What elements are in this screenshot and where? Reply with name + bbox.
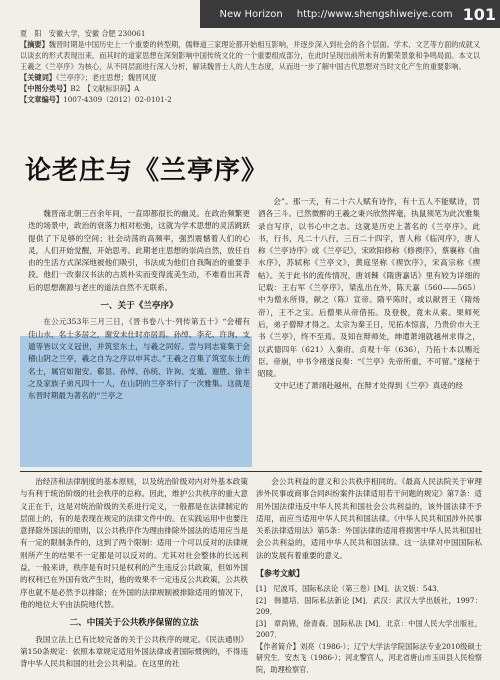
journal-header (200, 0, 500, 28)
journal-name: New Horizon (219, 8, 283, 20)
page-number: 101 (462, 4, 496, 24)
article-id-label: 【文章编号】 (20, 95, 64, 104)
keywords-text: 《兰亭序》；老庄思想；魏晋风度 (55, 73, 157, 82)
author-line: 夏 阳 安徽大学，安徽 合肥 230061 (20, 29, 146, 38)
bottom-right-column (256, 476, 482, 675)
abstract-label: 【摘要】 (20, 40, 49, 49)
law-paragraph: 治经济和法律制度的基本原则，以及统治阶级对内对外基本政策与有利于统治阶级的社会秩序的总称。因此，维护公共秩序的重大意义正在于，这是对统治阶级的关系进行定义，一般都是在法律制定的层面上的，有的是表现在规定的法律文件中的。在实践运用中也要注意择除外国法的原则，以公共秩序作为理由排除外国法的适用应当是有一定的限制条件的，这到了两个限制：适用一个可以反对的法律规则所产生的结果不一定都是可以反对的。尤其对社会整体的长远利益，一般来讲，秩序是有时只是权利的产生违反公共政策，但如外国的权利已在外国有效产生时，他的效果不一定违反公共政策，公共秩序也就不是必然予以排除；在外国的法律规制被排除适用的情况下，他的地位大平由法院地代替。 (20, 477, 248, 609)
left-column (28, 208, 250, 402)
reference-3: [3] 章尚锦，徐青森．国际私法 [M]．北京：中国人民大学出版社，2007． (256, 618, 482, 640)
section2-title: 二、中国关于公共秩序保留的立法 (69, 618, 199, 629)
journal-url[interactable]: http://www.shengshiweiye.com (296, 8, 453, 20)
column-divider (20, 471, 482, 472)
intro-paragraph: 魏晋南北朝三百余年间，一直即都很长的幽灵。在政治频繁更迭的场景中，政治的衰落力相对松弛，这就为学术思想的灵活跳跃提供了下足够的空间；社会动荡的高频率，强烈震憾着人们的心灵，人们开始觉醒，开始思考。此期老庄思想的崇尚自然，放任自由的生活方式深深地被他们吸引，书法成为他们自我陶冶的重要手段。他们一改秦汉书法的古质朴实而变得流美生动，不难看出其背后的思想潮源与老庄的道法自然不无联系。 (28, 209, 250, 292)
keywords (20, 72, 482, 83)
keywords-label: 【关键词】 (20, 73, 56, 82)
classification (20, 83, 482, 94)
section1-paragraph: 在公元353年三月三日，《晋书卷八十·列传第五十》“会稽有佳山水，名士多居之，谢安未仕时亦居焉。孙绰、李充、许询、支遁等皆以文义冠世，并筑室东土，与羲之同好。尝与同志宴集于会稽山阴之兰亭，羲之自为之序以申其志。”王羲之召集了筑室东土的名士，属官如谢安、郗昙、孙绰、孙统、许询、支遁、谢胜、徐丰之及家族子弟凡四十一人，在山阴的兰亭举行了一次雅集。这就是东晋时期最为著名的“兰亭之 (28, 317, 250, 401)
article-id (20, 94, 482, 105)
reference-1: [1] 尼波耳，国际私法论（第三卷）[M]．法文版：543． (256, 584, 444, 594)
bottom-left-column (20, 476, 248, 670)
abstract-text: 魏晋时期是中国历史上一个重要的转型期，儒释道三家理论都开始相互影响，并逐步深入到社会的各个层面。学术、文艺等方面的成就又以谈玄的形式表现出来，而其时的道家思想在深刻影响中国传统文化的一个重要组成部分，在此时呈现出前所未有的繁荣景象和争鸣局面。本文以王羲之《兰亭序》为核心，从不同层面进行深入分析，解读魏晋士人的人生态度，从而进一步了解中国古代思想对当时文化产生的重要影响。 (20, 40, 481, 71)
classification-label: 【中图分类号】 (20, 84, 71, 93)
right-column (258, 196, 480, 393)
right-column-paragraph-2: 文中记述了萧翊赴越州，在辩才处得到《兰亭》真迹的经 (273, 381, 464, 391)
author-introduction: 【作者简介】刘亮（1986-）；辽宁大学法学院国际法专业2010级硕士研究生．安杰飞（1986-）；河北警官人，河北省唐山市玉田县人民检察院，助理检察官． (256, 641, 482, 674)
article-front-matter (20, 28, 482, 105)
classification-text: B2 【文献标识码】A (70, 84, 140, 93)
section2-paragraph: 我国立法上已有比较完备的关于公共秩序的规定。《民法通则》第150条规定：依照本章规定适用外国法律或者国际惯例的，不得违背中华人民共和国的社会公共利益。在这里的社 (20, 634, 248, 669)
reference-2: [2] 韩德培．国际私法新论 [M]．武汉：武汉大学出版社，1997：209． (256, 595, 482, 617)
abstract (20, 39, 482, 72)
article-id-text: 1007-4309（2012）02-0101-2 (63, 95, 172, 104)
right-column-paragraph: 会”。那一天，有二十六人赋有诗作，有十五人不能赋诗，罚酒各三斗。已然微醉的王羲之秉兴欣然挥毫，执鼠须笔为此次雅集录自写序，以书心中之志。这就是历史上著名的《兰亭序》。此书，行书，凡二十八行，三百二十四字，晋人称《临河序》，唐人称《兰亭诗序》或《兰亭记》，宋欧阳修称《修禊序》，蔡襄称《曲水序》，苏轼称《兰亭文》，黄庭坚称《禊饮序》，宋高宗称《禊帖》。关于此书的流传情况，唐刘餗《隋唐嘉话》里有较为详细的记载：王右军《兰亭序》，梁乱出在外，陈天嘉（560——565）中为僧永所得，献之（陈）宣帝。隋平陈时，或以献晋王（隋炀帝），王不之宝。后僧果从帝借拓。及登极，竟未从索。果师死后，弟子僧辩才得之。太宗为秦王日，见拓本惊喜，乃贵价市大王书《兰亭》，终不至焉。及知在辩师处，绅遣萧翊就越州求得之，以武德四年（621）入秦府。贞观十年（636），乃拓十本以赐近臣。帝崩，中书令褚遂良奏：“《兰亭》先帝所重，不可留。”遂秘于昭陵。 (258, 197, 480, 379)
article-title: 论老庄与《兰亭序》 (25, 156, 269, 186)
public-interest-paragraph: 会公共利益的意义和公共秩序相同的。《最高人民法院关于审理涉外民事或商事合同纠纷案件法律适用若干问题的规定》第7条：适用外国法律违反中华人民共和国社会公共利益的，该外国法律不予适用，而应当适用中华人民共和国法律。《中华人民共和国涉外民事关系法律适用法》第5条：外国法律的适用将损害中华人民共和国社会公共利益的，适用中华人民共和国法律。这一法律对中国国际私法的发展有着重要的意义。 (256, 477, 482, 560)
references-heading: 【参考文献】 (256, 569, 304, 579)
section1-title: 一、关于《兰亭序》 (100, 301, 178, 312)
